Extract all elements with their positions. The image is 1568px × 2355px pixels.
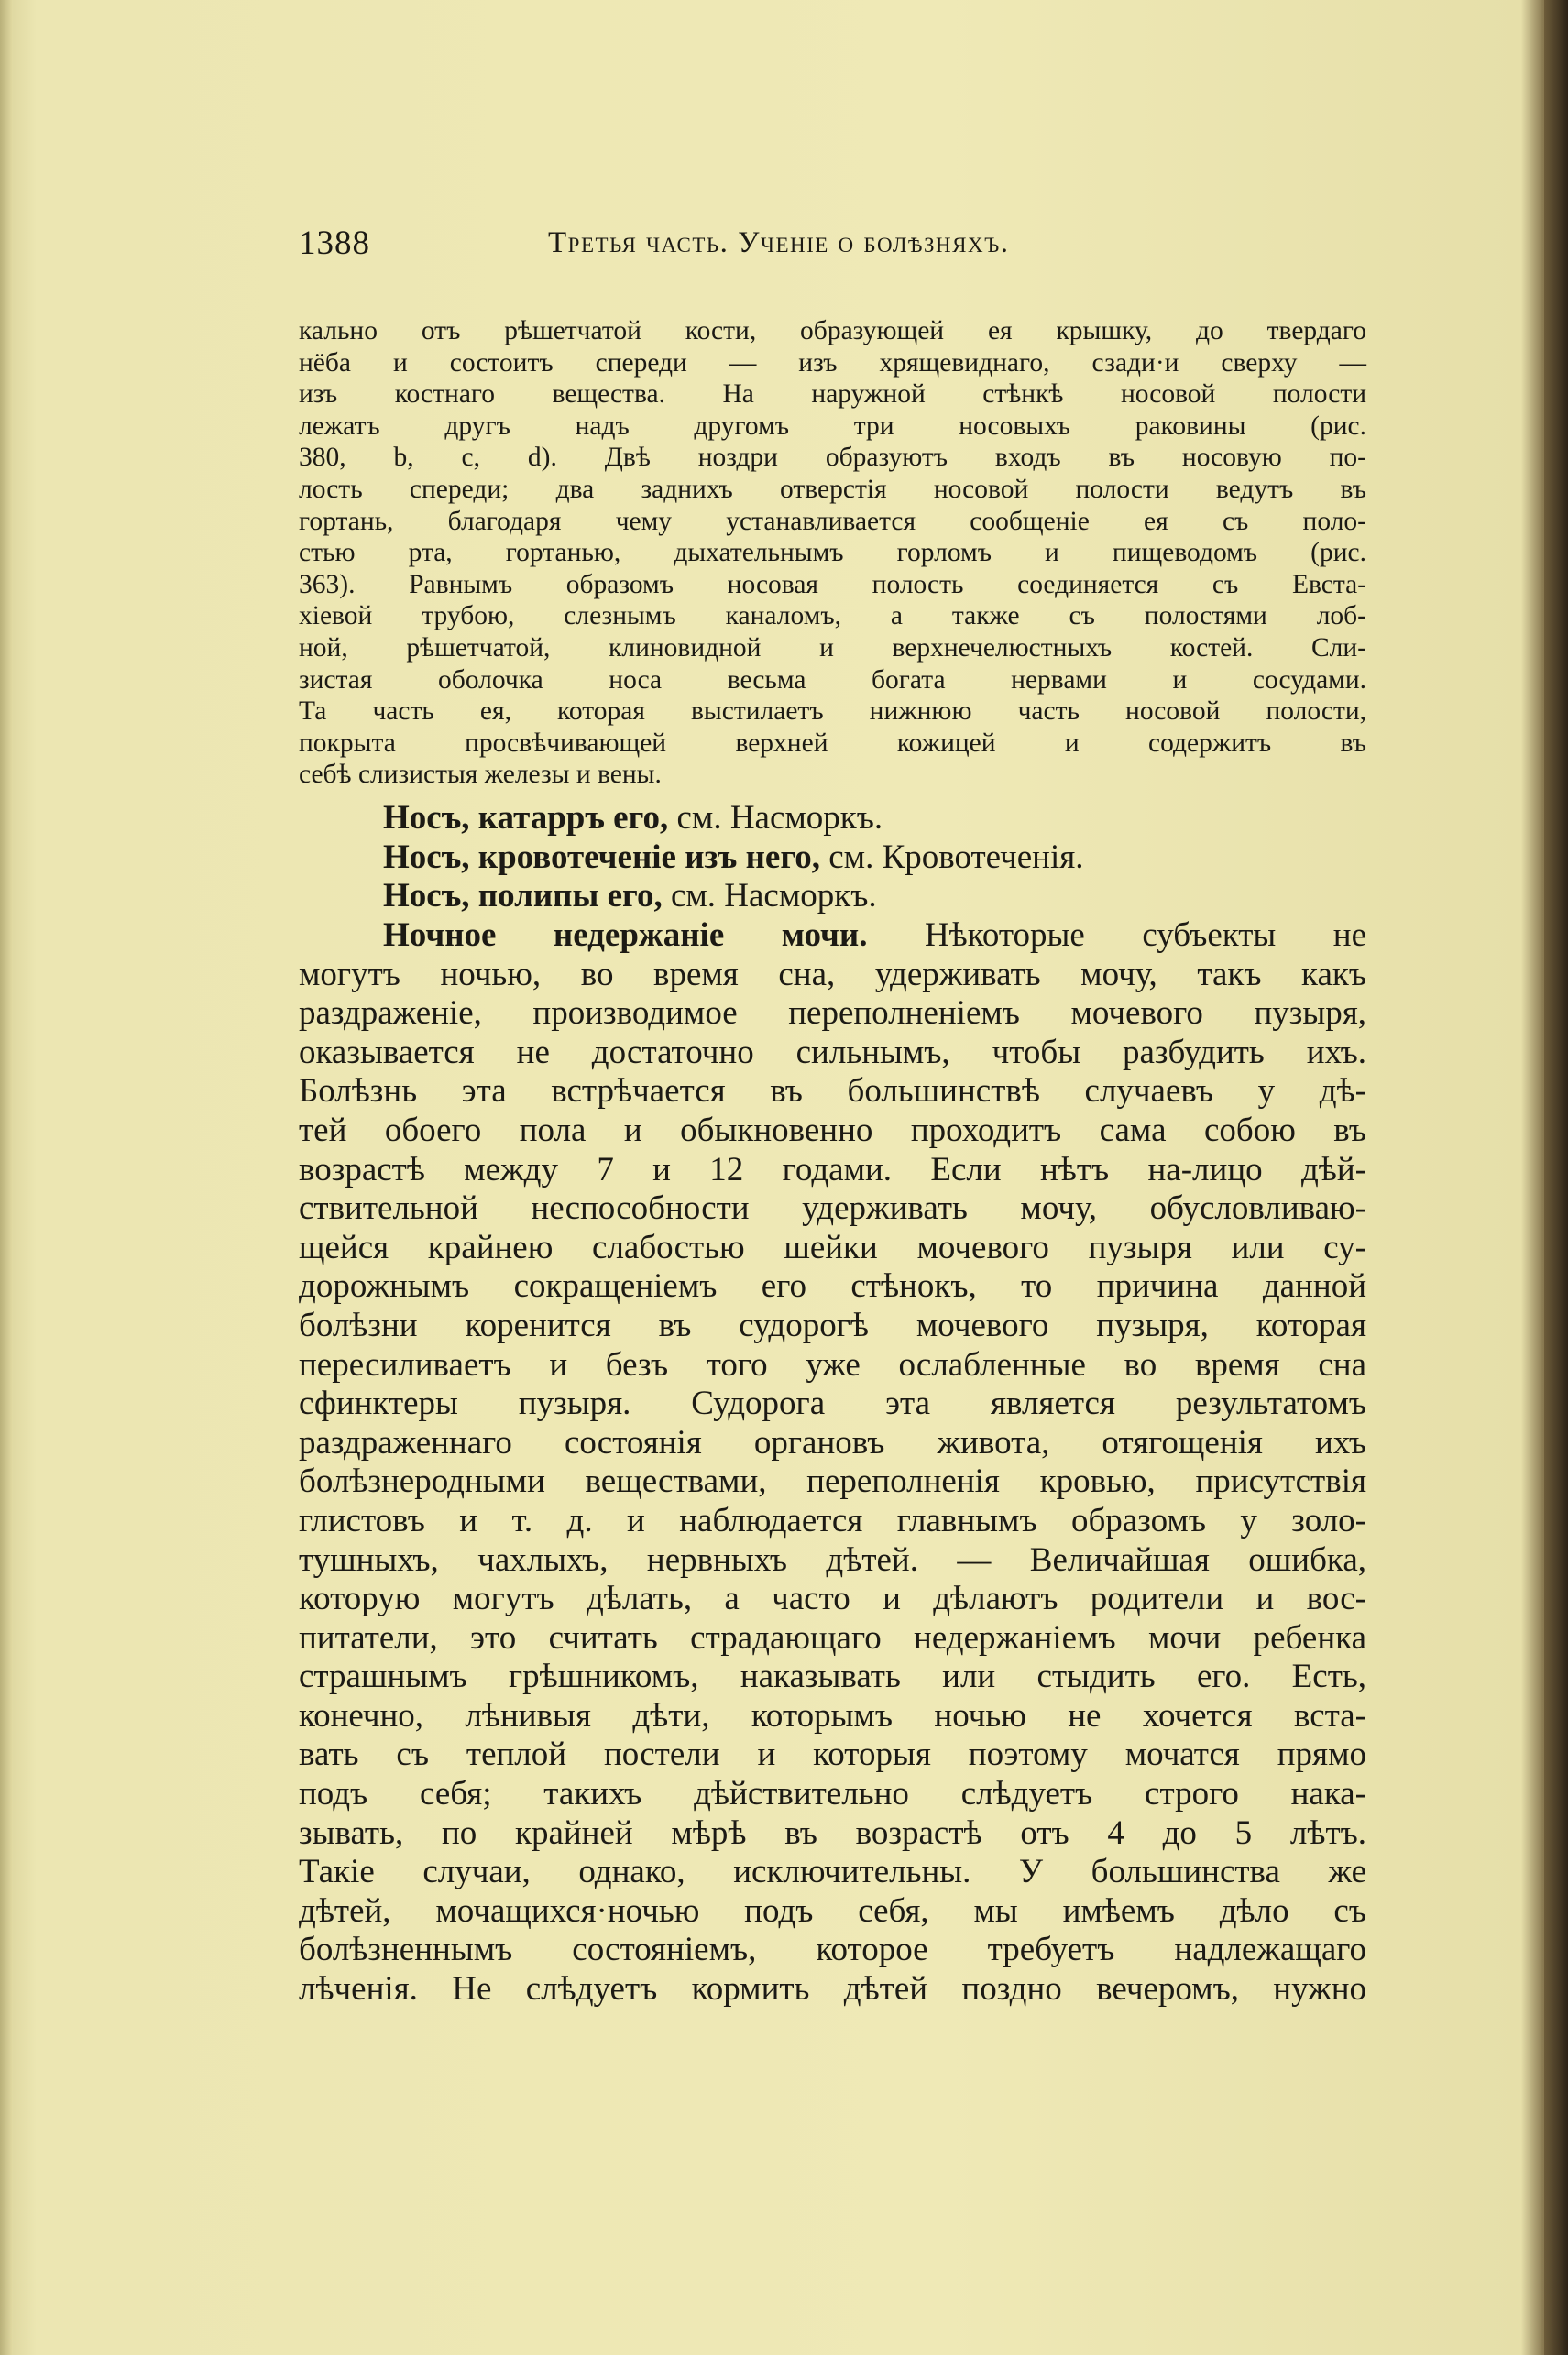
text-line: конечно, лѣнивыя дѣти, которымъ ночью не хочется вста- (299, 1696, 1366, 1735)
text-line: лежатъ другъ надъ другомъ три носовыхъ раковины (рис. (299, 411, 1366, 441)
main-entry (299, 916, 1366, 2010)
entry-reference: см. Кровотеченія. (819, 838, 1084, 876)
text-line: болѣзненнымъ состояніемъ, которое требуетъ надлежащаго (299, 1931, 1366, 1969)
entry-headword: Ночное недержаніе мочи. (383, 916, 868, 954)
text-line: болѣзни коренится въ судорогѣ мочевого пузыря, которая (299, 1306, 1366, 1344)
entry-headword: Носъ, кровотеченіе изъ него, (383, 838, 820, 876)
text-line: лость спереди; два заднихъ отверстія носовой полости ведутъ въ (299, 474, 1366, 504)
text-line: сфинктеры пузыря. Судорога эта является результатомъ (299, 1385, 1366, 1423)
text-line: дѣтей, мочащихся·ночью подъ себя, мы имѣемъ дѣло съ (299, 1891, 1366, 1930)
page-number: 1388 (299, 225, 370, 262)
text-line: 380, b, c, d). Двѣ ноздри образуютъ входъ въ носовую по- (299, 443, 1366, 473)
text-line: гортань, благодаря чему устанавливается сообщеніе ея съ поло- (299, 506, 1366, 536)
text-line: зистая оболочка носа весьма богата нервами и сосудами. (299, 664, 1366, 695)
text-line: Такіе случаи, однако, исключительны. У большинства же (299, 1853, 1366, 1891)
cross-reference-entries (299, 799, 1366, 916)
text-line: ной, рѣшетчатой, клиновидной и верхнечелюстныхъ костей. Сли- (299, 632, 1366, 663)
text-line: зывать, по крайней мѣрѣ въ возрастѣ отъ 4 до 5 лѣтъ. (299, 1813, 1366, 1852)
page-left-edge (0, 0, 13, 2355)
text-line: болѣзнеродными веществами, переполненія кровью, присутствія (299, 1462, 1366, 1501)
text-line: хіевой трубою, слезнымъ каналомъ, а также съ полостями лоб- (299, 601, 1366, 631)
text-line: лѣченія. Не слѣдуетъ кормить дѣтей поздно вечеромъ, нужно (299, 1970, 1366, 2009)
text-fragment: Нѣкоторые субъекты не (867, 916, 1366, 954)
text-line: Та часть ея, которая выстилаетъ нижнюю часть носовой полости, (299, 696, 1366, 727)
text-line: тушныхъ, чахлыхъ, нервныхъ дѣтей. — Величайшая ошибка, (299, 1540, 1366, 1579)
text-line: изъ костнаго вещества. На наружной стѣнкѣ носовой полости (299, 379, 1366, 410)
text-line: Болѣзнь эта встрѣчается въ большинствѣ случаевъ у дѣ- (299, 1072, 1366, 1111)
text-line: питатели, это считать страдающаго недержаніемъ мочи ребенка (299, 1618, 1366, 1657)
text-line: щейся крайнею слабостью шейки мочевого пузыря или су- (299, 1228, 1366, 1266)
text-line: 363). Равнымъ образомъ носовая полость соединяется съ Евста- (299, 569, 1366, 599)
running-head (299, 224, 1380, 266)
text-line: дорожнымъ сокращеніемъ его стѣнокъ, то причина данной (299, 1267, 1366, 1306)
cross-reference-entry (299, 838, 1366, 878)
text-line: оказывается не достаточно сильнымъ, чтобы разбудить ихъ. (299, 1033, 1366, 1071)
text-line: подъ себя; такихъ дѣйствительно слѣдуетъ строго нака- (299, 1775, 1366, 1813)
text-line: страшнымъ грѣшникомъ, наказывать или стыдить его. Есть, (299, 1658, 1366, 1696)
text-line: кально отъ рѣшетчатой кости, образующей ея крышку, до твердаго (299, 316, 1366, 345)
entry-headword: Носъ, катарръ его, (383, 799, 669, 837)
text-line: себѣ слизистыя железы и вены. (299, 760, 662, 790)
entry-reference: см. Насморкъ. (662, 877, 877, 915)
text-line: покрыта просвѣчивающей верхней кожицей и содержитъ въ (299, 728, 1366, 758)
text-line: вать съ теплой постели и которыя поэтому мочатся прямо (299, 1736, 1366, 1774)
text-line: раздраженнаго состоянія органовъ живота, отягощенія ихъ (299, 1423, 1366, 1462)
text-line: стью рта, гортанью, дыхательнымъ горломъ и пищеводомъ (рис. (299, 538, 1366, 568)
text-line: тей обоего пола и обыкновенно проходитъ сама собою въ (299, 1111, 1366, 1149)
entry-reference: см. Насморкъ. (668, 799, 883, 837)
cross-reference-entry (299, 799, 1366, 838)
continued-paragraph (299, 315, 1366, 791)
text-line: пересиливаетъ и безъ того уже ослабленные во время сна (299, 1345, 1366, 1384)
text-line: раздраженіе, производимое переполненіемъ мочевого пузыря, (299, 994, 1366, 1033)
book-binding-edge (1544, 0, 1568, 2355)
entry-headword: Носъ, полипы его, (383, 877, 663, 915)
entry-first-line (299, 916, 1366, 956)
text-line: могутъ ночью, во время сна, удерживать мочу, такъ какъ (299, 955, 1366, 993)
text-line: глистовъ и т. д. и наблюдается главнымъ образомъ у золо- (299, 1501, 1366, 1539)
running-title: Третья часть. Ученіе о болѣзняхъ. (548, 226, 1010, 259)
text-line: которую могутъ дѣлать, а часто и дѣлаютъ родители и вос- (299, 1580, 1366, 1618)
text-line: возрастѣ между 7 и 12 годами. Если нѣтъ на-лицо дѣй- (299, 1150, 1366, 1188)
text-line: ствительной неспособности удерживать мочу, обусловливаю- (299, 1189, 1366, 1228)
cross-reference-entry (299, 877, 1366, 916)
text-line: нёба и состоитъ спереди — изъ хрящевиднаго, сзади·и сверху — (299, 347, 1366, 378)
